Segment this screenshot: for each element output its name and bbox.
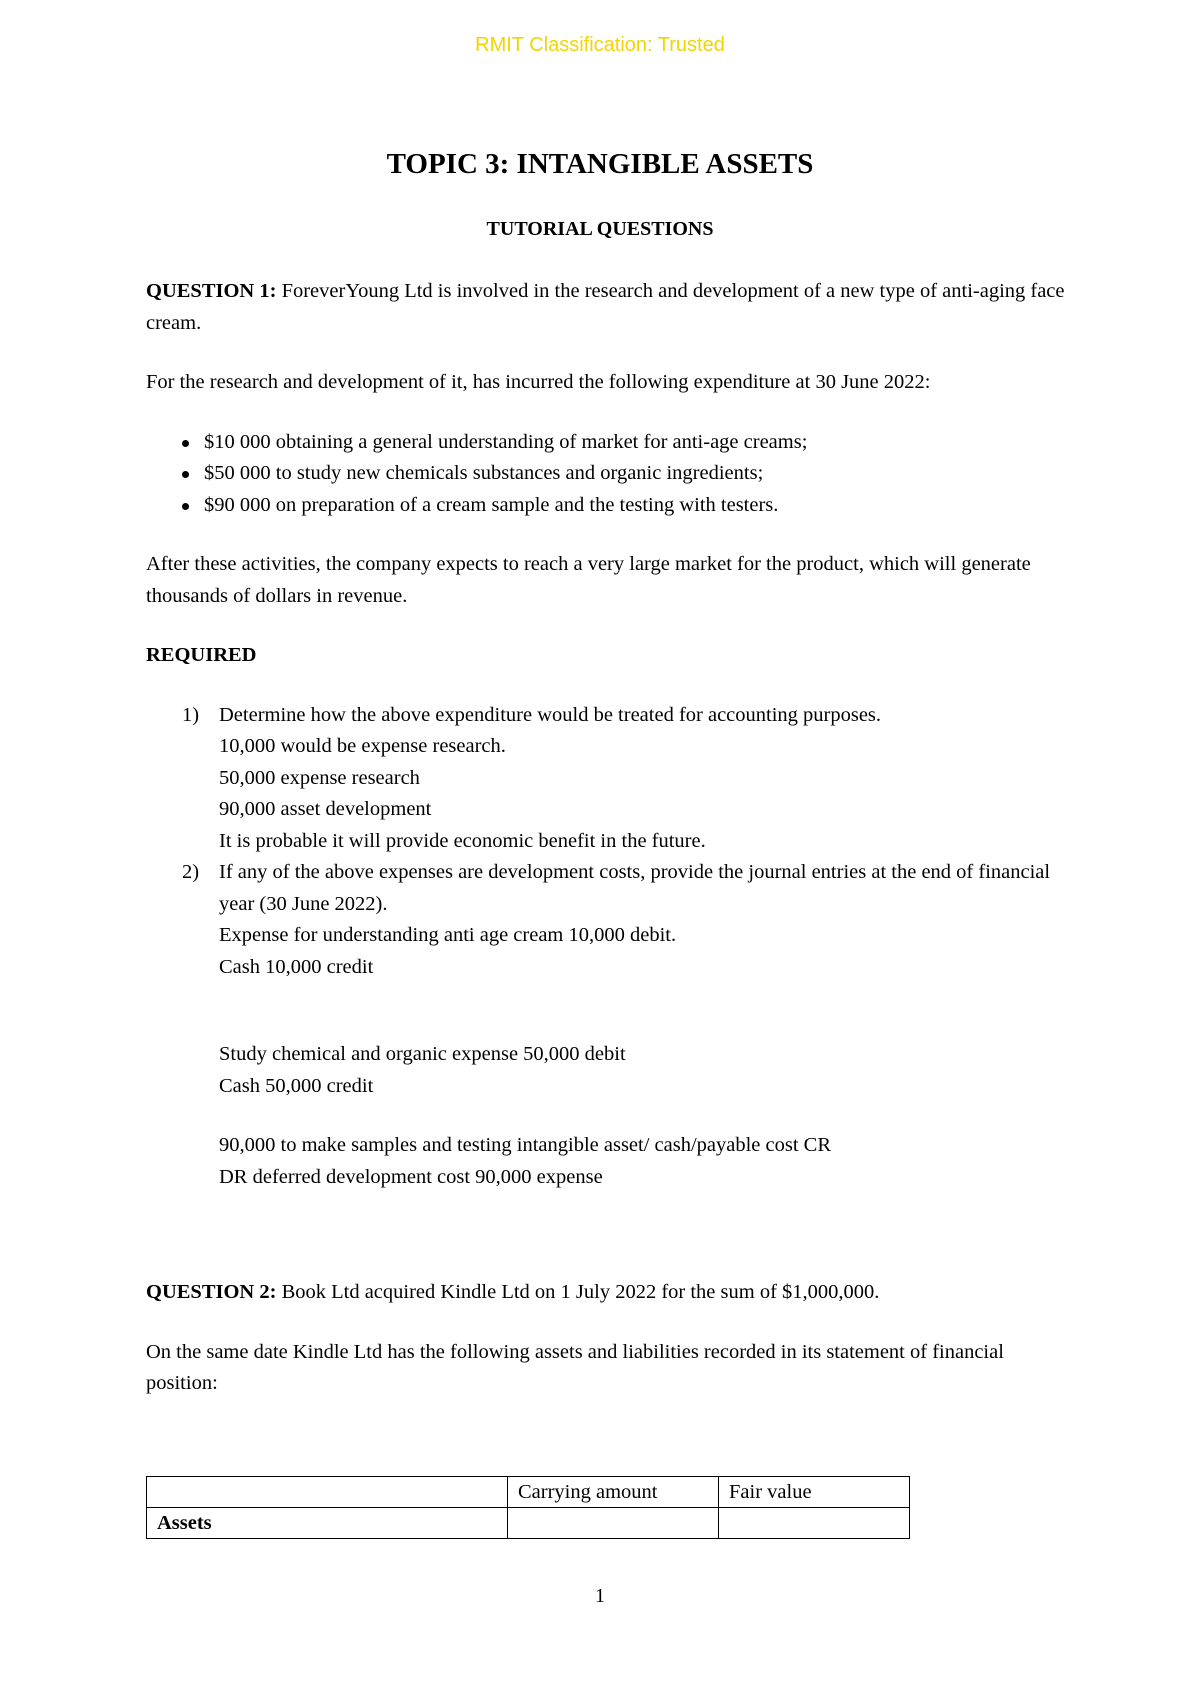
answer-line: It is probable it will provide economic benefit in the future. xyxy=(219,829,706,852)
table-header-row xyxy=(147,1477,910,1508)
required-heading: REQUIRED xyxy=(146,644,257,666)
table-header-cell xyxy=(147,1477,508,1508)
question-2-label: QUESTION 2: xyxy=(146,1281,277,1303)
answer-line: DR deferred development cost 90,000 expense xyxy=(219,1165,603,1188)
financial-position-table xyxy=(146,1476,910,1539)
expenditure-list xyxy=(146,427,1076,522)
question-2-paragraph: On the same date Kindle Ltd has the following assets and liabilities recorded in its statement of financial position: xyxy=(146,1340,1004,1394)
table-cell: Assets xyxy=(147,1508,508,1539)
page-title: TOPIC 3: INTANGIBLE ASSETS xyxy=(386,148,814,180)
question-1-outlook: After these activities, the company expects to reach a very large market for the product, which will generate thousands of dollars in revenue. xyxy=(146,553,1031,607)
document-body xyxy=(146,276,1076,1400)
page-number: 1 xyxy=(595,1585,605,1607)
answer-line: Study chemical and organic expense 50,000 debit xyxy=(219,1043,626,1065)
classification-header: RMIT Classification: Trusted xyxy=(475,34,725,56)
question-2-intro: QUESTION 2: Book Ltd acquired Kindle Ltd on 1 July 2022 for the sum of $1,000,000. xyxy=(146,1281,880,1303)
table-header-cell: Fair value xyxy=(719,1477,910,1508)
answer-line: 90,000 to make samples and testing intangible asset/ cash/payable cost CR xyxy=(219,1134,832,1156)
list-item: $50 000 to study new chemicals substances and organic ingredients; xyxy=(146,458,1076,490)
table-cell xyxy=(508,1508,719,1539)
table-row xyxy=(147,1508,910,1539)
required-list xyxy=(146,700,1076,1194)
required-item-1: 1) Determine how the above expenditure would be treated for accounting purposes. 10,000 would be expense research. 50,000 expense research 90,000 asset development It is probable it will provide economic benefit in the future. xyxy=(146,700,1076,858)
question-1-paragraph: For the research and development of it, has incurred the following expenditure at 30 June 2022: xyxy=(146,371,931,393)
question-1-intro: QUESTION 1: ForeverYoung Ltd is involved in the research and development of a new type of anti-aging face cream. xyxy=(146,280,1065,334)
answer-line: 50,000 expense research xyxy=(219,766,420,789)
required-item-2: 2) If any of the above expenses are development costs, provide the journal entries at the end of financial year (30 June 2022). Expense for understanding anti age cream 10,000 debit. Cash 10,000 credit Study chemical and organic expense 50,000 debit Cash 50,000 credit 90,000 to make samples and testing intangible asset/ cash/payable cost CR DR deferred development cost 90,000 expense xyxy=(146,857,1076,1193)
table-cell xyxy=(719,1508,910,1539)
table-header-cell: Carrying amount xyxy=(508,1477,719,1508)
answer-line: Expense for understanding anti age cream 10,000 debit. xyxy=(219,924,677,946)
answer-line: 10,000 would be expense research. xyxy=(219,735,506,757)
answer-line: Cash 50,000 credit xyxy=(219,1074,374,1097)
question-1-label: QUESTION 1: xyxy=(146,280,277,302)
list-item: $90 000 on preparation of a cream sample and the testing with testers. xyxy=(146,490,1076,522)
page-subtitle: TUTORIAL QUESTIONS xyxy=(486,218,714,240)
answer-line: 90,000 asset development xyxy=(219,798,432,820)
answer-line: Cash 10,000 credit xyxy=(219,955,374,978)
list-item: $10 000 obtaining a general understanding of market for anti-age creams; xyxy=(146,427,1076,459)
